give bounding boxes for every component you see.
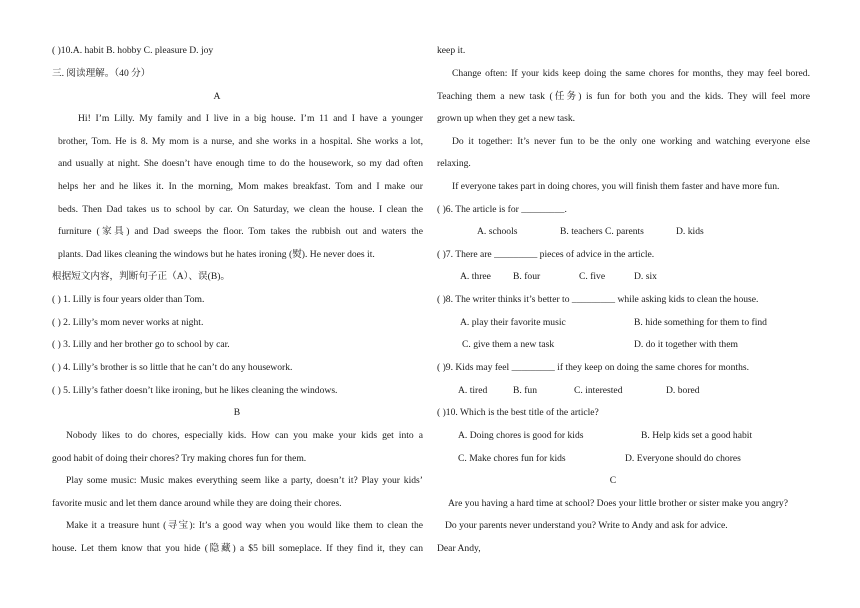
passage-c-line: Are you having a hard time at school? Does your little brother or sister make you angry? (448, 498, 788, 509)
passage-a-line: helps her and he likes it. In the morning, Mom makes breakfast. Tom and I make our (58, 181, 423, 192)
passage-b-line: Play some music: Music makes everything seem like a party, doesn’t it? Play your kids’ (66, 475, 423, 486)
mc-question-stem: ( )6. The article is for _________. (437, 204, 567, 215)
tf-question: ( ) 2. Lilly’s mom never works at night. (52, 317, 204, 328)
mc-option: C. interested (574, 385, 623, 396)
mc-option: D. Everyone should do chores (625, 453, 741, 464)
mc-option: A. tired (458, 385, 488, 396)
mc-option: C. five (579, 271, 606, 282)
passage-b-line: grown up when they get a new task. (437, 113, 576, 124)
mc-question-stem: ( )9. Kids may feel _________ if they keep on doing the same chores for months. (437, 362, 749, 373)
mc-option: A. Doing chores is good for kids (458, 430, 584, 441)
tf-question: ( ) 1. Lilly is four years older than Tom. (52, 294, 205, 305)
mc-question-stem: ( )7. There are _________ pieces of advice in the article. (437, 249, 655, 260)
mc-option: D. kids (676, 226, 704, 237)
passage-a-line: furniture (家具) and Dad sweeps the floor. Tom takes the rubbish out and waters the (58, 226, 423, 237)
mc-option: C. Make chores fun for kids (458, 453, 566, 464)
passage-a-title: A (213, 91, 221, 102)
passage-c-line: Do your parents never understand you? Write to Andy and ask for advice. (445, 520, 728, 531)
mc-option: C. give them a new task (462, 339, 555, 350)
passage-b-line: Make it a treasure hunt (寻宝): It’s a good way when you would like them to clean the (66, 520, 423, 531)
passage-c-title: C (609, 475, 617, 486)
mc-option: C. parents (605, 226, 644, 237)
passage-b-line: good habit of doing their chores? Try making chores fun for them. (52, 453, 307, 464)
passage-b-line: Teaching them a new task (任务) is fun for both you and the kids. They will feel more (437, 91, 810, 102)
mc-question-stem: ( )10. Which is the best title of the article? (437, 407, 599, 418)
question-10-vocab: ( )10.A. habit B. hobby C. pleasure D. joy (52, 45, 214, 56)
tf-question: ( ) 5. Lilly’s father doesn’t like ironing, but he likes cleaning the windows. (52, 385, 338, 396)
passage-b-line: Nobody likes to do chores, especially kids. How can you make your kids get into a (66, 430, 423, 441)
mc-option: A. schools (477, 226, 518, 237)
mc-option: D. do it together with them (634, 339, 738, 350)
passage-b-line: house. Let them know that you hide (隐藏) a $5 bill someplace. If they find it, they can (52, 543, 423, 554)
mc-option: B. fun (513, 385, 537, 396)
passage-b-line: keep it. (437, 45, 466, 56)
section-heading-reading: 三. 阅读理解。（40 分） (52, 68, 151, 79)
passage-b-line: Change often: If your kids keep doing the same chores for months, they may feel bored. (452, 68, 810, 79)
passage-c-line: Dear Andy, (437, 543, 481, 554)
passage-a-line: brother, Tom. He is 8. My mom is a nurse, and she works in a hospital. She works a lot, (58, 136, 423, 147)
mc-option: A. three (460, 271, 491, 282)
instruction-true-false: 根据短文内容，判断句子正（A）、误(B)。 (52, 271, 231, 282)
mc-option: A. play their favorite music (460, 317, 566, 328)
mc-option: B. Help kids set a good habit (641, 430, 753, 441)
mc-option: B. teachers (560, 226, 603, 237)
passage-a-line: and usually at night. She doesn’t have enough time to do the housework, so my dad often (58, 158, 423, 169)
passage-a-line: beds. Then Dad takes us to school by car. On Saturday, we clean the house. I clean the (58, 204, 423, 215)
mc-option: B. hide something for them to find (634, 317, 767, 328)
passage-b-line: favorite music and let them dance around while they are doing their chores. (52, 498, 342, 509)
mc-option: D. six (634, 271, 657, 282)
passage-a-line: Hi! I’m Lilly. My family and I live in a big house. I’m 11 and I have a younger (78, 113, 423, 124)
tf-question: ( ) 4. Lilly’s brother is so little that he can’t do any housework. (52, 362, 293, 373)
passage-b-line: If everyone takes part in doing chores, you will finish them faster and have more fun. (452, 181, 780, 192)
mc-option: B. four (513, 271, 541, 282)
mc-option: D. bored (666, 385, 700, 396)
passage-b-title: B (233, 407, 241, 418)
passage-a-line: plants. Dad likes cleaning the windows but he hates ironing (熨). He never does it. (58, 249, 375, 260)
passage-b-line: Do it together: It’s never fun to be the only one working and watching everyone else (452, 136, 810, 147)
passage-b-line: relaxing. (437, 158, 471, 169)
mc-question-stem: ( )8. The writer thinks it’s better to _________ while asking kids to clean the house. (437, 294, 759, 305)
tf-question: ( ) 3. Lilly and her brother go to school by car. (52, 339, 230, 350)
